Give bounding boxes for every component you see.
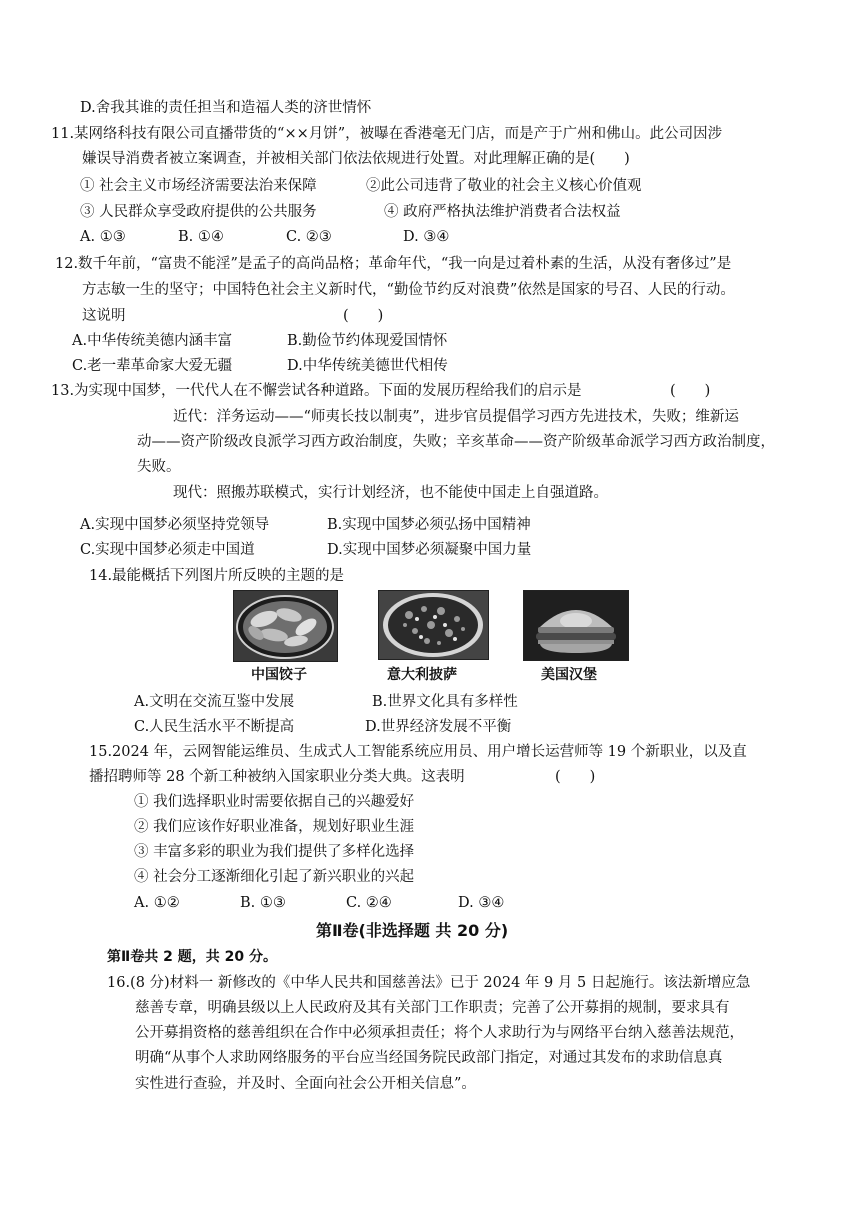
q11-option-c: C. ②③ — [286, 229, 332, 245]
q12-stem-line2: 方志敏一生的坚守；中国特色社会主义新时代，“勤俭节约反对浪费”依然是国家的号召、人民的行动。 — [82, 282, 735, 298]
q15-option-a: A. ①② — [134, 895, 180, 911]
q11-statement-2: ②此公司违背了敬业的社会主义核心价值观 — [366, 178, 642, 194]
q12-option-b: B.勤俭节约体现爱国情怀 — [287, 333, 448, 349]
q14-option-a: A.文明在交流互鉴中发展 — [134, 694, 295, 710]
q15-option-c: C. ②④ — [346, 895, 392, 911]
q12-option-c: C.老一辈革命家大爱无疆 — [72, 358, 233, 374]
q13-option-d: D.实现中国梦必须凝聚中国力量 — [327, 542, 532, 558]
q15-option-d: D. ③④ — [458, 895, 505, 911]
q15-option-b: B. ①③ — [240, 895, 286, 911]
hamburger-photo — [523, 590, 629, 661]
q12-option-a: A.中华传统美德内涵丰富 — [72, 333, 233, 349]
q16-line4: 明确“从事个人求助网络服务的平台应当经国务院民政部门指定，对通过其发布的求助信息真 — [135, 1050, 723, 1066]
q15-stem-line1: 15.2024 年，云网智能运维员、生成式人工智能系统应用员、用户增长运营师等 19 个新职业，以及直 — [89, 744, 747, 760]
q13-option-a: A.实现中国梦必须坚持党领导 — [80, 517, 270, 533]
q11-option-b: B. ①④ — [178, 229, 224, 245]
q12-stem-line1: 12.数千年前，“富贵不能淫”是孟子的高尚品格；革命年代，“我一向是过着朴素的生活，从没有奢侈过”是 — [55, 256, 732, 272]
dumplings-caption: 中国饺子 — [251, 667, 307, 683]
q16-line2: 慈善专章，明确县级以上人民政府及其有关部门工作职责；完善了公开募捐的规制，要求具有 — [135, 1000, 730, 1016]
part2-title: 第Ⅱ卷(非选择题 共 20 分) — [316, 921, 509, 940]
q14-stem: 14.最能概括下列图片所反映的主题的是 — [89, 568, 345, 584]
part2-intro: 第Ⅱ卷共 2 题，共 20 分。 — [107, 949, 277, 965]
pizza-caption: 意大利披萨 — [387, 667, 457, 683]
q13-stem: 13.为实现中国梦，一代代人在不懈尝试各种道路。下面的发展历程给我们的启示是 — [51, 383, 582, 399]
q15-statement-1: ① 我们选择职业时需要依据自己的兴趣爱好 — [134, 794, 415, 810]
q11-option-d: D. ③④ — [403, 229, 450, 245]
q11-statement-1: ① 社会主义市场经济需要法治来保障 — [80, 178, 317, 194]
q15-answer-paren: ( ) — [555, 769, 596, 785]
q15-statement-3: ③ 丰富多彩的职业为我们提供了多样化选择 — [134, 844, 415, 860]
q10-option-d: D.舍我其谁的责任担当和造福人类的济世情怀 — [80, 100, 372, 116]
q16-line1: 16.(8 分)材料一 新修改的《中华人民共和国慈善法》已于 2024 年 9 月 5 日起施行。该法新增应急 — [107, 975, 751, 991]
q16-line5: 实性进行查验，并及时、全面向社会公开相关信息”。 — [135, 1076, 476, 1092]
dumplings-photo — [233, 590, 338, 662]
q15-stem-line2: 播招聘师等 28 个新工种被纳入国家职业分类大典。这表明 — [89, 769, 465, 785]
q11-stem-line2: 嫌误导消费者被立案调查，并被相关部门依法依规进行处置。对此理解正确的是( ) — [82, 151, 630, 167]
q12-option-d: D.中华传统美德世代相传 — [287, 358, 448, 374]
q13-material-line4: 现代：照搬苏联模式，实行计划经济，也不能使中国走上自强道路。 — [173, 485, 608, 501]
q13-answer-paren: ( ) — [670, 383, 711, 399]
q15-statement-4: ④ 社会分工逐渐细化引起了新兴职业的兴起 — [134, 869, 415, 885]
q13-option-b: B.实现中国梦必须弘扬中国精神 — [327, 517, 531, 533]
q11-stem-line1: 11.某网络科技有限公司直播带货的“××月饼”，被曝在香港毫无门店，而是产于广州和佛山。此公司因涉 — [51, 126, 723, 142]
q13-material-line2: 动——资产阶级改良派学习西方政治制度，失败；辛亥革命——资产阶级革命派学习西方政治制度， — [137, 434, 775, 450]
q12-stem-line3: 这说明 — [82, 308, 126, 324]
q12-answer-paren: ( ) — [343, 308, 384, 324]
q16-line3: 公开募捐资格的慈善组织在合作中必须承担责任；将个人求助行为与网络平台纳入慈善法规范， — [135, 1025, 744, 1041]
q11-statement-4: ④ 政府严格执法维护消费者合法权益 — [384, 204, 621, 220]
q13-material-line3: 失败。 — [137, 459, 181, 475]
q11-statement-3: ③ 人民群众享受政府提供的公共服务 — [80, 204, 317, 220]
q14-option-b: B.世界文化具有多样性 — [372, 694, 518, 710]
hamburger-caption: 美国汉堡 — [541, 667, 597, 683]
q14-option-d: D.世界经济发展不平衡 — [365, 719, 512, 735]
q14-option-c: C.人民生活水平不断提高 — [134, 719, 295, 735]
pizza-photo — [378, 590, 489, 660]
q15-statement-2: ② 我们应该作好职业准备，规划好职业生涯 — [134, 819, 415, 835]
q13-material-line1: 近代：洋务运动——“师夷长技以制夷”，进步官员提倡学习西方先进技术，失败；维新运 — [173, 409, 739, 425]
q11-option-a: A. ①③ — [80, 229, 126, 245]
q13-option-c: C.实现中国梦必须走中国道 — [80, 542, 255, 558]
